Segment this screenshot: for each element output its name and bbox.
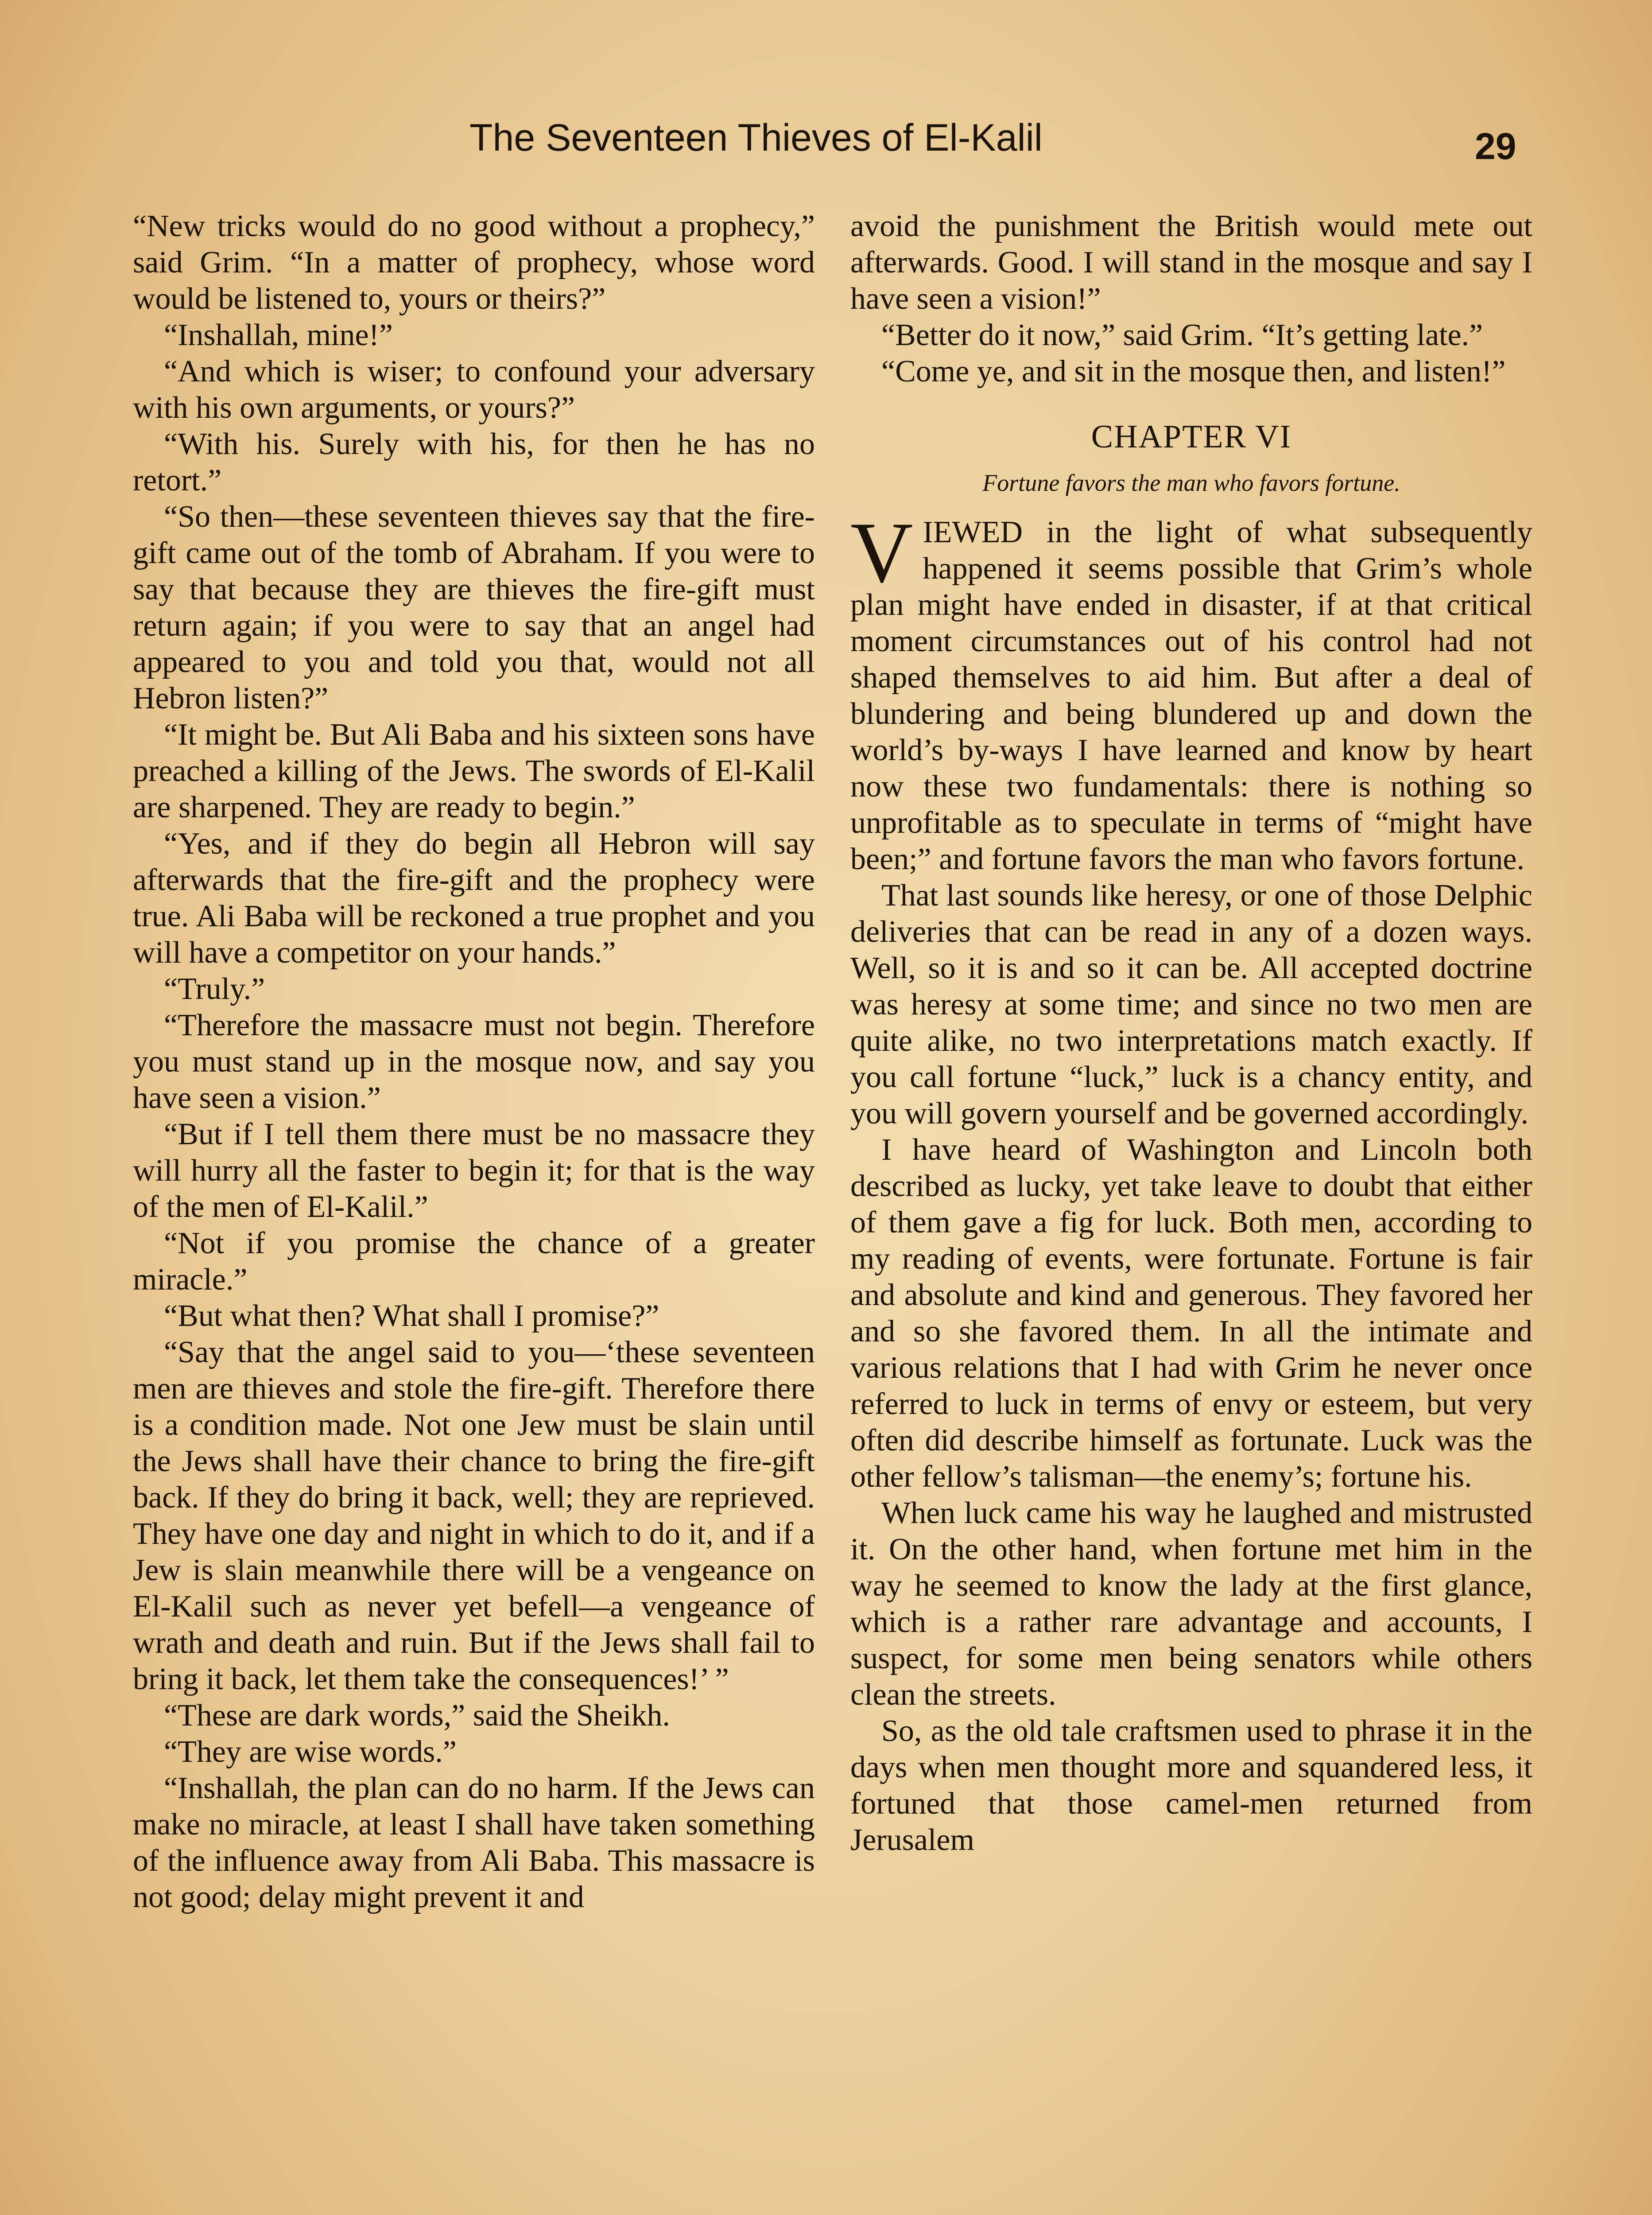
- paragraph: avoid the punishment the British would mete out afterwards. Good. I will stand in the mosque and say I have seen a vision!”: [850, 209, 1532, 316]
- paragraph: “Better do it now,” said Grim. “It’s getting late.”: [881, 318, 1483, 352]
- paragraph: “These are dark words,” said the Sheikh.: [164, 1698, 670, 1733]
- paragraph: “Say that the angel said to you—‘these seventeen men are thieves and stole the fire-gift. Therefore there is a condition made. Not one Jew must be slain until the Jews shall have their chance to bring the fire-gift back. If they do bring it back, well; they are reprieved. They have one day and night in which to do it, and if a Jew is slain meanwhile there will be a vengeance on El-Kalil such as never yet befell—a vengeance of wrath and death and ruin. But if the Jews shall fail to bring it back, let them take the consequences!’ ”: [133, 1335, 815, 1696]
- paragraph: “With his. Surely with his, for then he has no retort.”: [133, 427, 815, 497]
- running-title: The Seventeen Thieves of El-Kalil: [469, 117, 1043, 159]
- drop-cap: V: [850, 505, 913, 601]
- paragraph: “Yes, and if they do begin all Hebron will say afterwards that the fire-gift and the prophecy were true. Ali Baba will be reckoned a true prophet and you will have a competitor on your hands.”: [133, 827, 815, 970]
- chapter-title: CHAPTER VI: [1091, 419, 1292, 455]
- paragraph: “It might be. But Ali Baba and his sixteen sons have preached a killing of the Jews. The swords of El-Kalil are sharpened. They are ready to begin.”: [133, 718, 815, 824]
- left-column: [133, 208, 815, 1916]
- paragraph: When luck came his way he laughed and mistrusted it. On the other hand, when fortune met him in the way he seemed to know the lady at the first glance, which is a rather rare advantage and accounts, I suspect, for some men being senators while others clean the streets.: [850, 1496, 1532, 1712]
- paragraph: “Inshallah, mine!”: [164, 318, 393, 352]
- paragraph: So, as the old tale craftsmen used to phrase it in the days when men thought more and squandered less, it fortuned that those camel-men returned from Jerusalem: [850, 1714, 1532, 1857]
- page-number: 29: [1475, 125, 1516, 167]
- paragraph: “New tricks would do no good without a prophecy,” said Grim. “In a matter of prophecy, whose word would be listened to, yours or theirs?”: [133, 209, 815, 316]
- paragraph: “Inshallah, the plan can do no harm. If the Jews can make no miracle, at least I shall have taken something of the influence away from Ali Baba. This massacre is not good; delay might prevent it and: [133, 1771, 815, 1914]
- paragraph: I have heard of Washington and Lincoln both described as lucky, yet take leave to doubt that either of them gave a fig for luck. Both men, according to my reading of events, were fortunate. Fortune is fair and absolute and kind and generous. They favored her and so she favored them. In all the intimate and various relations that I had with Grim he never once referred to luck in terms of envy or esteem, but very often did describe himself as fortunate. Luck was the other fellow’s talisman—the enemy’s; fortune his.: [850, 1133, 1532, 1494]
- right-column: [850, 208, 1532, 1858]
- paragraph: “Not if you promise the chance of a greater miracle.”: [133, 1226, 815, 1297]
- chapter-opening-paragraph: [850, 505, 1532, 878]
- opening-text: IEWED in the light of what subsequently happened it seems possible that Grim’s whole plan might have ended in disaster, if at that critical moment circumstances out of his control had not shaped themselves to aid him. But after a deal of blundering and being blundered up and down the world’s by-ways I have learned and know by heart now these two fundamentals: there is nothing so unprofitable as to speculate in terms of “might have been;” and fortune favors the man who favors fortune.: [850, 515, 1532, 876]
- paragraph: That last sounds like heresy, or one of those Delphic deliveries that can be read in any of a dozen ways. Well, so it is and so it can be. All accepted doctrine was heresy at some time; and since no two men are quite alike, no two interpretations match exactly. If you call fortune “luck,” luck is a chancy entity, and you will govern yourself and be governed accordingly.: [850, 878, 1532, 1131]
- paragraph: “But what then? What shall I promise?”: [164, 1299, 659, 1333]
- paragraph: “Therefore the massacre must not begin. Therefore you must stand up in the mosque now, and say you have seen a vision.”: [133, 1008, 815, 1115]
- paragraph: “So then—these seventeen thieves say that the fire-gift came out of the tomb of Abraham. If you were to say that because they are thieves the fire-gift must return again; if you were to say that an angel had appeared to you and told you that, would not all Hebron listen?”: [133, 500, 815, 715]
- paragraph: “Come ye, and sit in the mosque then, and listen!”: [881, 354, 1506, 389]
- paragraph: “Truly.”: [164, 972, 265, 1006]
- paragraph: “And which is wiser; to confound your adversary with his own arguments, or yours?”: [133, 354, 815, 425]
- paragraph: “They are wise words.”: [164, 1735, 457, 1769]
- chapter-epigraph: Fortune favors the man who favors fortune.: [982, 470, 1400, 496]
- paragraph: “But if I tell them there must be no massacre they will hurry all the faster to begin it; for that is the way of the men of El-Kalil.”: [133, 1117, 815, 1224]
